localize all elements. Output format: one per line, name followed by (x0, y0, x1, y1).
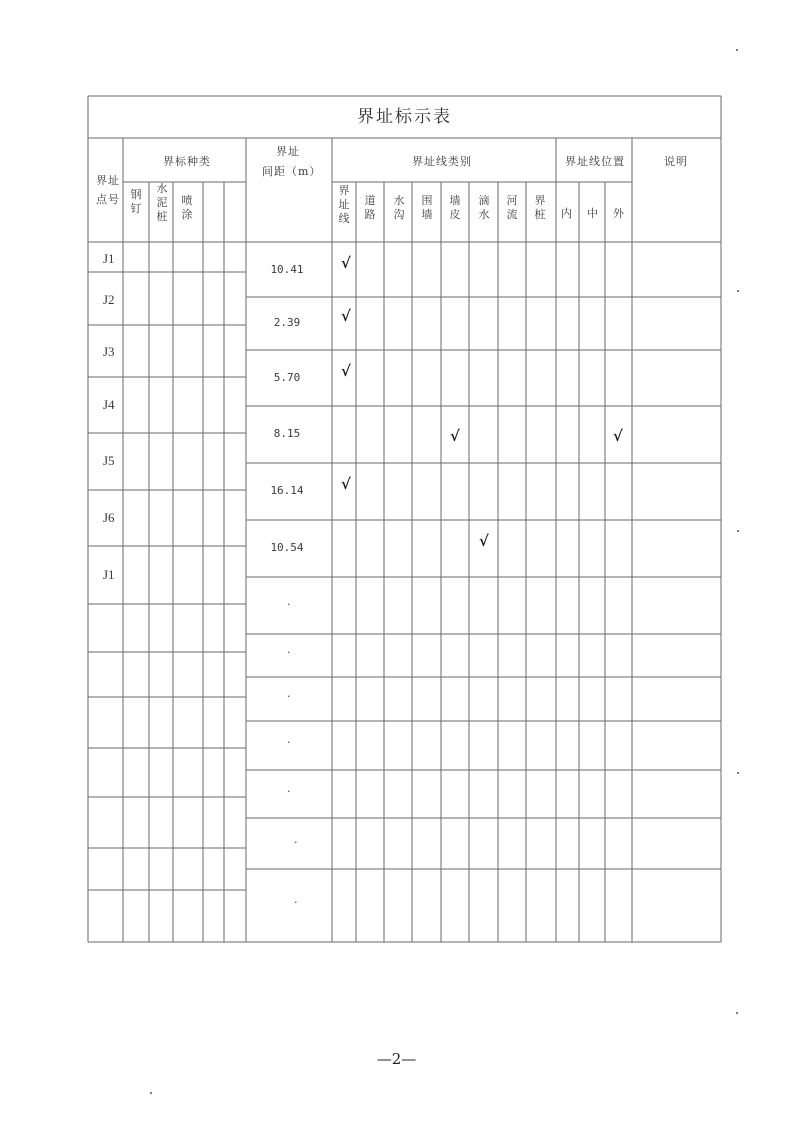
point-no-header-line2: 点号 (96, 193, 120, 206)
page-number: —2— (376, 1050, 417, 1068)
position-middle: 中 (587, 207, 598, 220)
scan-speck (737, 530, 739, 532)
marker-type-spray-paint: 喷涂 (181, 194, 193, 221)
segment-distance: 2.39 (273, 316, 301, 329)
line-type-ditch: 水沟 (393, 194, 405, 221)
marker-type-cement-pile: 水泥桩 (156, 182, 168, 223)
position-outside: 外 (613, 207, 624, 220)
line-type-river: 河流 (506, 194, 518, 221)
spacing-header-line1: 界址 (276, 145, 300, 158)
line-position-header: 界址线位置 (565, 155, 625, 168)
marker-type-header: 界标种类 (163, 155, 211, 168)
scan-speck (736, 49, 738, 51)
segment-distance: 8.15 (273, 427, 301, 440)
spacing-header-line2: 间距（m） (262, 165, 322, 178)
point-label: J4 (103, 397, 115, 412)
empty-distance-mark: . (294, 893, 298, 906)
remarks-header: 说明 (664, 155, 688, 168)
check-mark: √ (341, 362, 351, 380)
line-type-wall-skin: 墙皮 (449, 194, 461, 221)
position-inside: 内 (561, 207, 572, 220)
scan-speck (736, 1012, 738, 1014)
line-type-fence-wall: 围墙 (421, 194, 433, 221)
empty-distance-mark: . (287, 782, 291, 795)
empty-distance-mark: . (294, 833, 298, 846)
line-type-header: 界址线类别 (412, 155, 472, 168)
check-mark: √ (450, 427, 460, 445)
segment-distance: 5.70 (273, 371, 301, 384)
point-label: J1 (103, 567, 115, 582)
segment-distance: 10.54 (270, 541, 304, 554)
point-no-header-line1: 界址 (96, 174, 120, 187)
point-label: J3 (103, 344, 115, 359)
check-mark: √ (341, 254, 351, 272)
segment-distance: 16.14 (270, 484, 304, 497)
empty-distance-mark: . (287, 643, 291, 656)
segment-distance: 10.41 (270, 263, 304, 276)
empty-distance-mark: . (287, 733, 291, 746)
marker-type-steel-nail: 钢钉 (130, 188, 142, 215)
check-mark: √ (479, 532, 489, 550)
scan-speck (737, 290, 739, 292)
check-mark: √ (613, 427, 623, 445)
point-label: J2 (103, 292, 115, 307)
scan-speck (150, 1092, 152, 1094)
line-type-boundary-pile: 界桩 (534, 194, 546, 221)
scan-speck (737, 772, 739, 774)
table-title: 界址标示表 (357, 107, 452, 127)
empty-distance-mark: . (287, 687, 291, 700)
line-type-road: 道路 (364, 194, 376, 221)
empty-distance-mark: . (287, 595, 291, 608)
line-type-boundary-line: 界址线 (338, 184, 350, 225)
check-mark: √ (341, 475, 351, 493)
check-mark: √ (341, 307, 351, 325)
point-label: J1 (103, 251, 115, 266)
point-label: J6 (103, 510, 115, 525)
point-label: J5 (103, 453, 115, 468)
line-type-eaves-drip: 滴水 (478, 194, 490, 221)
